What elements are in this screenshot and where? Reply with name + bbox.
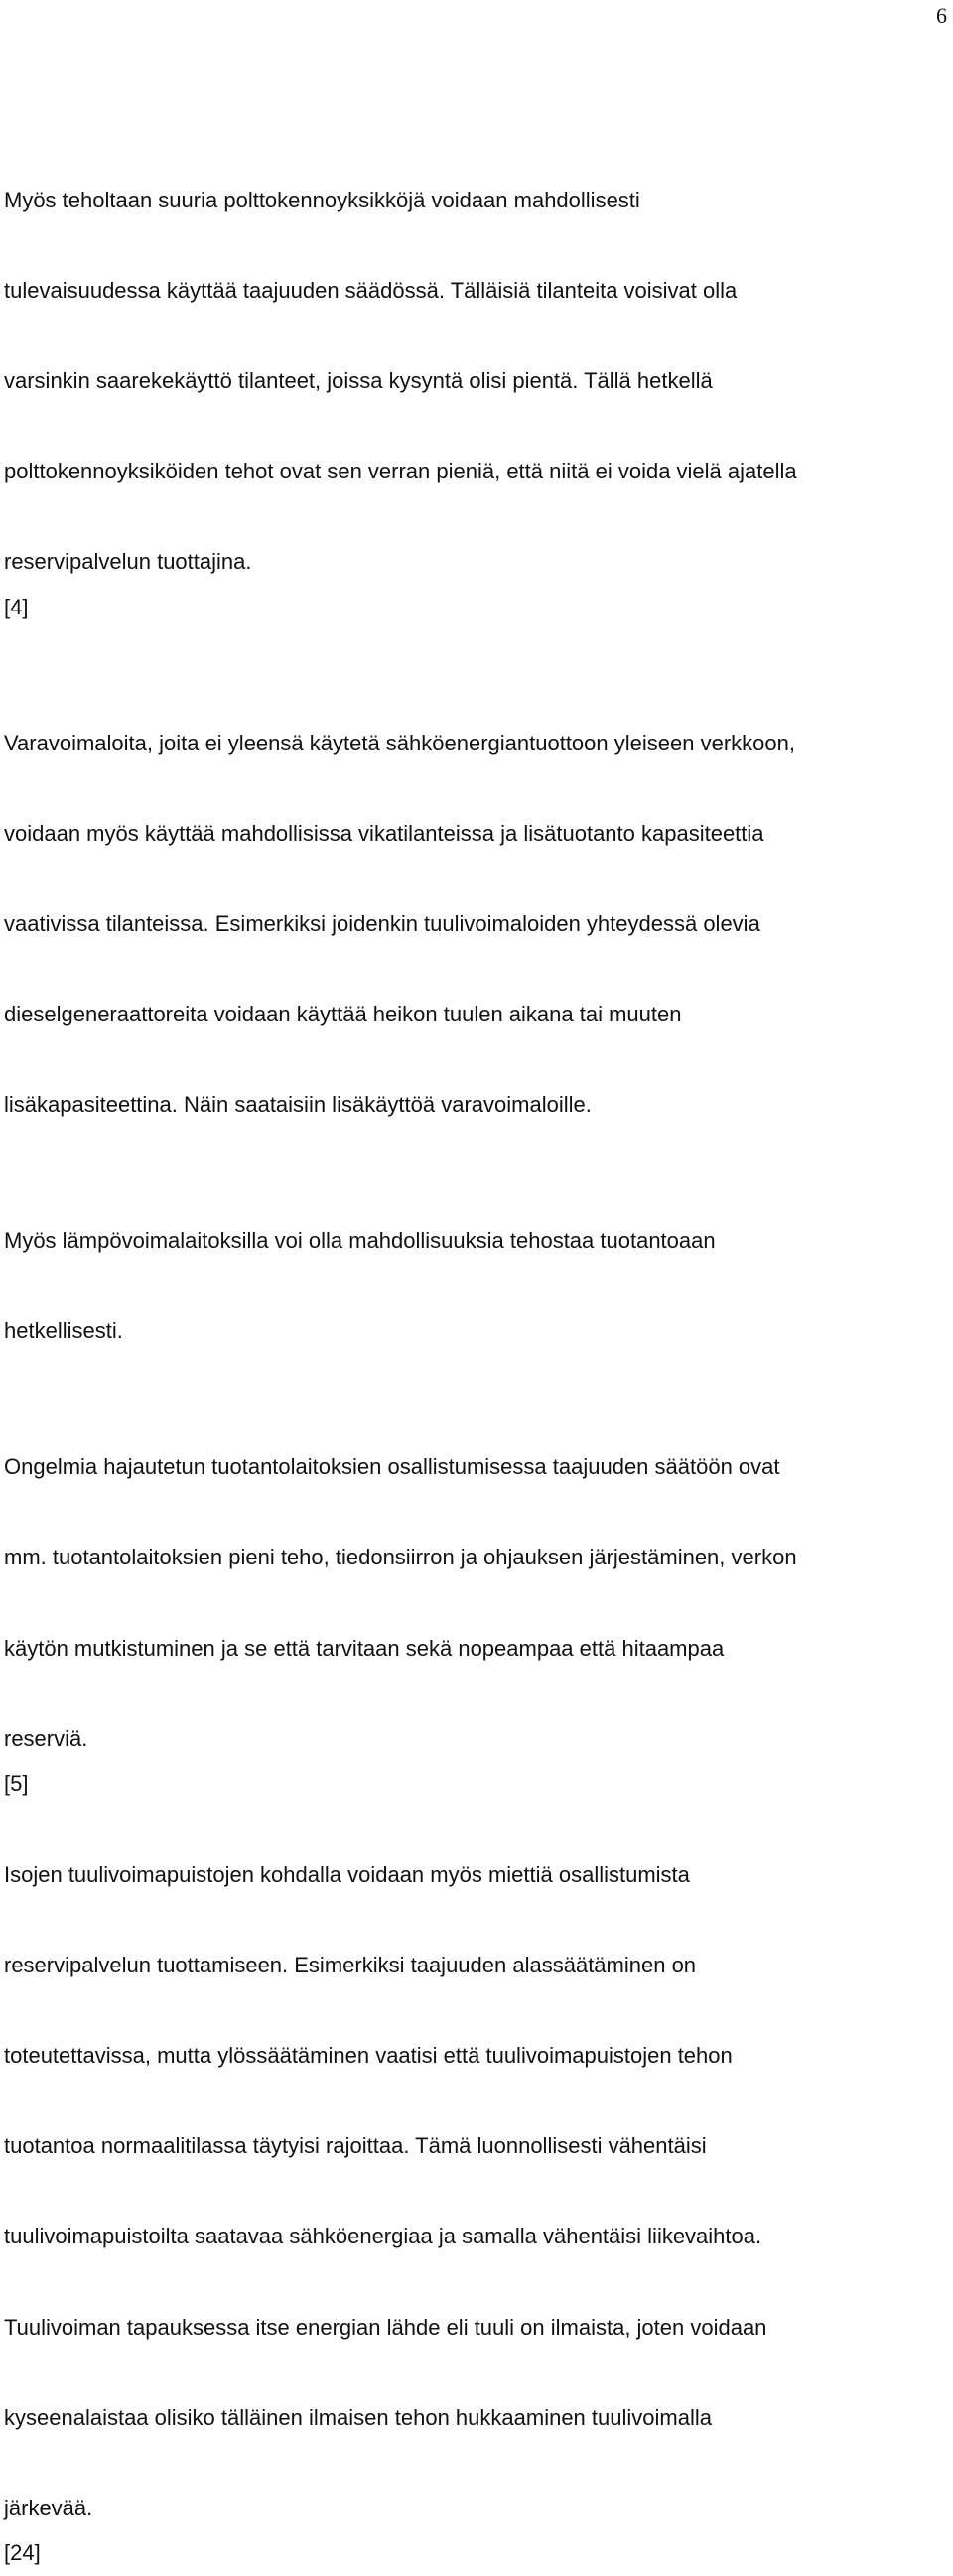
paragraph-problems [4,1400,949,1762]
text-line: tulevaisuudessa käyttää taajuuden säädössä. Tälläisiä tilanteita voisivat olla [4,277,738,303]
reference-5: [5] [4,1771,29,1797]
document-body [4,132,949,2576]
text-line: Varavoimaloita, joita ei yleensä käytetä sähköenergiantuottoon yleiseen verkkoon, [4,730,795,755]
text-line: Isojen tuulivoimapuistojen kohdalla voidaan myös miettiä osallistumista [4,1861,690,1887]
reference-24: [24] [4,2540,41,2566]
spacer [4,630,949,676]
text-line: kyseenalaistaa olisiko tälläinen ilmaisen tehon hukkaaminen tuulivoimalla [4,2404,712,2430]
spacer [4,1128,949,1173]
paragraph-thermal-plants [4,1173,949,1354]
text-line: vaativissa tilanteissa. Esimerkiksi joidenkin tuulivoimaloiden yhteydessä olevia [4,911,760,937]
text-line: reserviä. [4,1725,88,1751]
text-line: lisäkapasiteettina. Näin saataisiin lisäkäyttöä varavoimaloille. [4,1092,592,1118]
text-line: polttokennoyksiköiden tehot ovat sen verran pieniä, että niitä ei voida vielä ajatella [4,459,797,484]
text-line: Ongelmia hajautetun tuotantolaitoksien osallistumisessa taajuuden säätöön ovat [4,1454,780,1480]
text-line: Tuulivoiman tapauksessa itse energian lähde eli tuuli on ilmaista, joten voidaan [4,2314,767,2340]
paragraph-fuel-cells [4,132,949,585]
text-line: reservipalvelun tuottamiseen. Esimerkiksi taajuuden alassäätäminen on [4,1952,697,1977]
paragraph-wind-parks [4,1807,949,2531]
text-line: käytön mutkistuminen ja se että tarvitaan sekä nopeampaa että hitaampaa [4,1635,725,1661]
page-number: 6 [936,3,947,28]
text-line: varsinkin saarekekäyttö tilanteet, joissa kysyntä olisi pientä. Tällä hetkellä [4,367,713,393]
text-line: voidaan myös käyttää mahdollisissa vikatilanteissa ja lisätuotanto kapasiteettia [4,820,764,846]
paragraph-backup-plants [4,675,949,1128]
text-line: järkevää. [4,2495,93,2520]
text-line: dieselgeneraattoreita voidaan käyttää heikon tuulen aikana tai muuten [4,1002,682,1027]
text-line: hetkellisesti. [4,1318,123,1344]
text-line: Myös lämpövoimalaitoksilla voi olla mahdollisuuksia tehostaa tuotantoaan [4,1228,716,1254]
text-line: tuulivoimapuistoilta saatavaa sähköenergiaa ja samalla vähentäisi liikevaihtoa. [4,2224,762,2249]
reference-4: [4] [4,594,29,619]
text-line: toteutettavissa, mutta ylössäätäminen vaatisi että tuulivoimapuistojen tehon [4,2042,733,2068]
text-line: reservipalvelun tuottajina. [4,549,252,575]
text-line: Myös teholtaan suuria polttokennoyksikköjä voidaan mahdollisesti [4,187,640,212]
text-line: tuotantoa normaalitilassa täytyisi rajoittaa. Tämä luonnollisesti vähentäisi [4,2133,707,2159]
spacer [4,1354,949,1400]
text-line: mm. tuotantolaitoksien pieni teho, tiedonsiirron ja ohjauksen järjestäminen, verkon [4,1545,797,1570]
